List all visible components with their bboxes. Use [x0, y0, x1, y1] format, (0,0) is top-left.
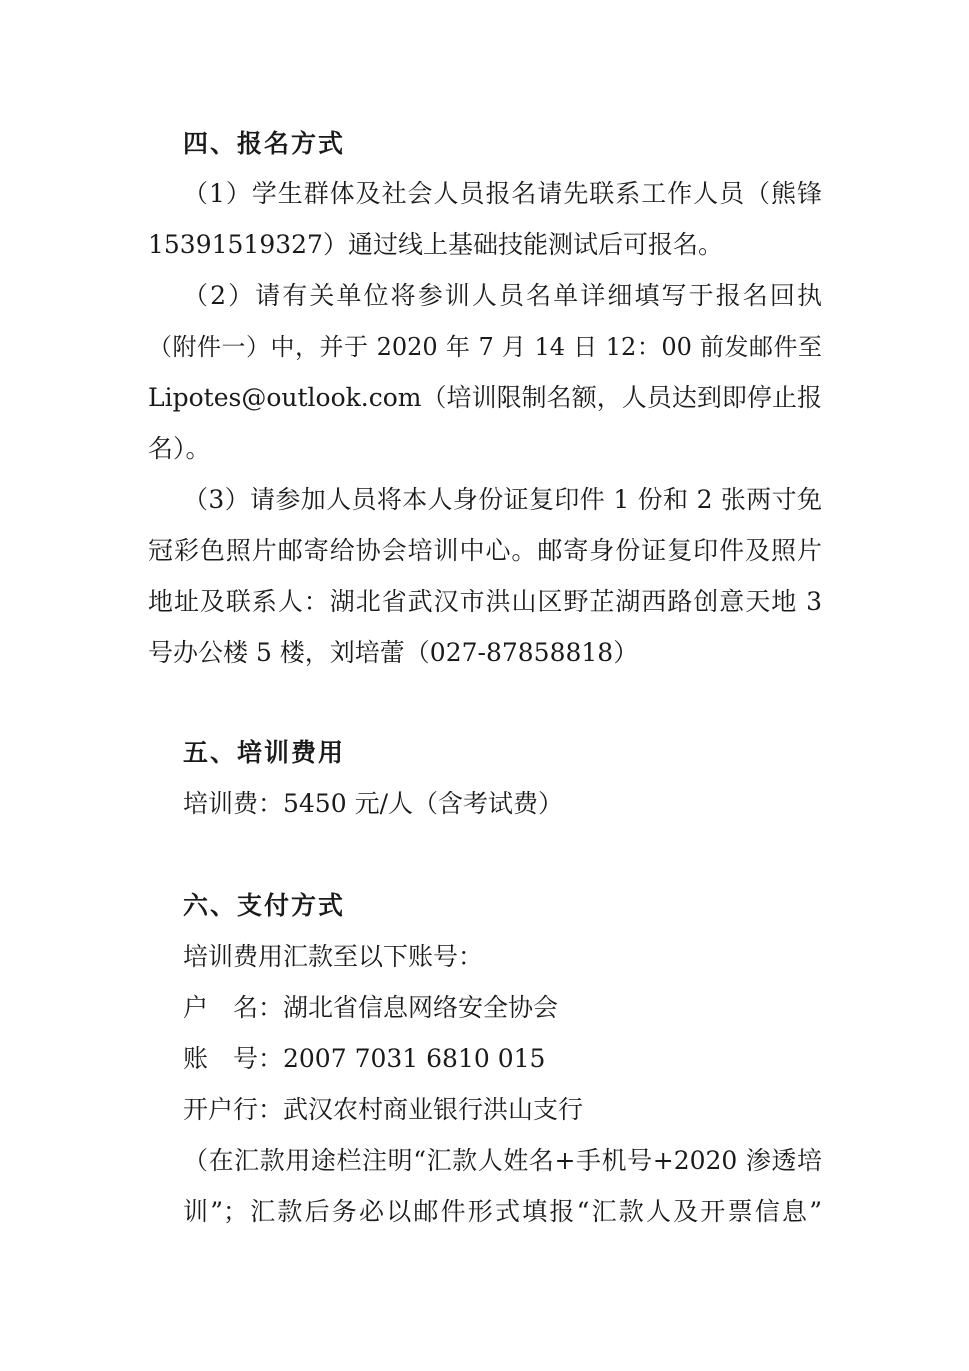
payment-intro: 培训费用汇款至以下账号： — [183, 942, 484, 971]
registration-item-2-line-1: （2）请有关单位将参训人员名单详细填写于报名回执 — [183, 281, 822, 310]
account-number: 账 号：2007 7031 6810 015 — [183, 1044, 546, 1073]
training-fee-text: 培训费：5450 元/人（含考试费） — [183, 789, 563, 818]
registration-item-3-line-2: 冠彩色照片邮寄给协会培训中心。邮寄身份证复印件及照片 — [148, 536, 822, 565]
registration-item-3-line-1: （3）请参加人员将本人身份证复印件 1 份和 2 张两寸免 — [183, 485, 822, 514]
registration-item-3-line-3: 地址及联系人：湖北省武汉市洪山区野芷湖西路创意天地 3 — [148, 587, 822, 616]
section-heading-fees: 五、培训费用 — [183, 738, 346, 767]
section-heading-registration: 四、报名方式 — [183, 129, 346, 158]
account-name: 户 名：湖北省信息网络安全协会 — [183, 993, 559, 1022]
section-heading-payment: 六、支付方式 — [183, 891, 346, 920]
payment-note-line-2: 训”；汇款后务必以邮件形式填报“汇款人及开票信息” — [183, 1197, 822, 1226]
payment-note-line-1: （在汇款用途栏注明“汇款人姓名+手机号+2020 渗透培 — [183, 1146, 822, 1175]
registration-item-1-line-2: 15391519327）通过线上基础技能测试后可报名。 — [148, 230, 723, 259]
bank-name: 开户行：武汉农村商业银行洪山支行 — [183, 1095, 584, 1124]
registration-item-2-line-3: Lipotes@outlook.com（培训限制名额，人员达到即停止报 — [148, 383, 822, 412]
registration-item-1-line-1: （1）学生群体及社会人员报名请先联系工作人员（熊锋 — [183, 179, 822, 208]
registration-item-3-line-4: 号办公楼 5 楼，刘培蕾（027-87858818） — [148, 638, 639, 667]
registration-item-2-line-4: 名）。 — [148, 434, 211, 463]
registration-item-2-line-2: （附件一）中，并于 2020 年 7 月 14 日 12：00 前发邮件至 — [148, 333, 822, 361]
